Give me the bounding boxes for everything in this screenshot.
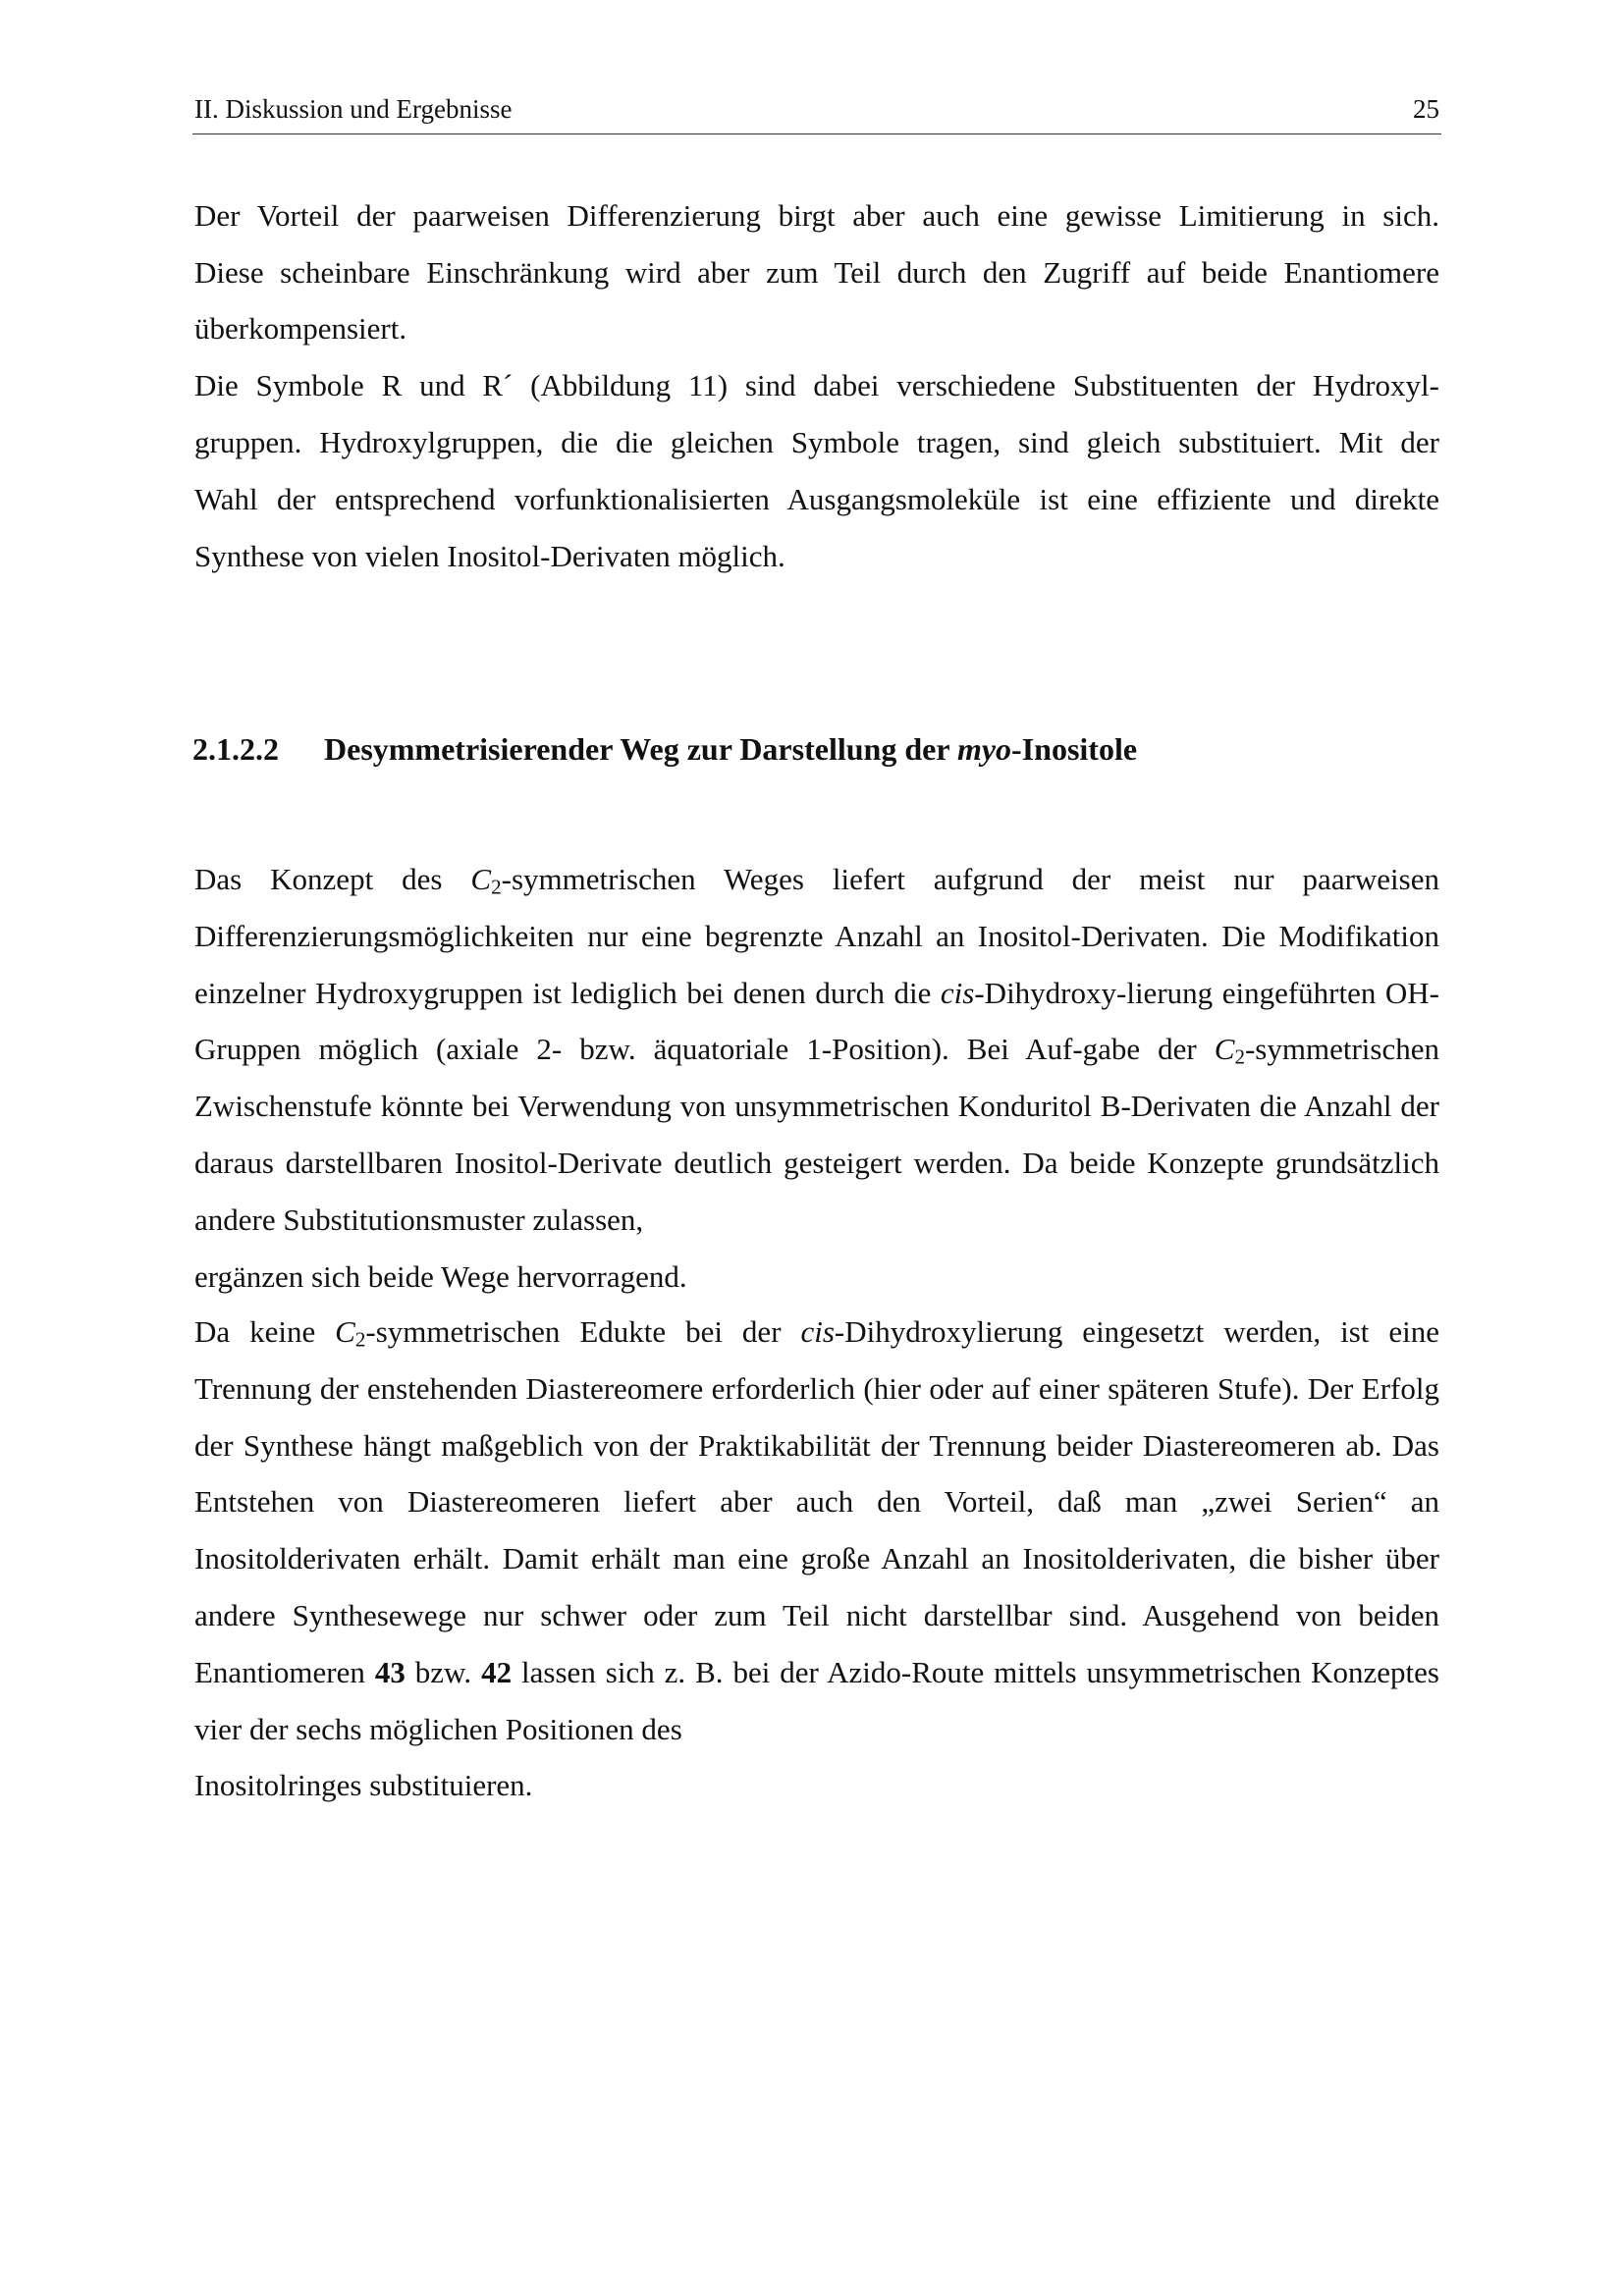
paragraph-line: Der Vorteil der paarweisen Differenzierung birgt aber auch eine gewisse Limitierung in sich. (194, 198, 1439, 233)
text-run: -symmetrischen Zwischenstufe könnte bei Verwendung von unsymmetrischen Konduritol B-Derivaten die Anzahl der daraus darstellbaren Inositol-Derivate deutlich gesteigert werden. Da beide Konzepte grundsätzlich andere Substitutionsmuster zulassen, (194, 1032, 1439, 1237)
subscript: 2 (1234, 1045, 1245, 1070)
header-chapter-title: II. Diskussion und Ergebnisse (194, 94, 513, 124)
text-run: ergänzen sich beide Wege hervorragend. (194, 1258, 687, 1294)
subscript: 2 (354, 1327, 366, 1352)
c2-symbol: C (335, 1314, 355, 1349)
paragraph-line: Synthese von vielen Inositol-Derivaten möglich. (194, 539, 785, 573)
text-run: -symmetrischen Edukte bei der (365, 1314, 801, 1349)
section-title-part: -Inositole (1011, 731, 1138, 767)
c2-symbol: C (1214, 1032, 1235, 1067)
paragraph-line: Diese scheinbare Einschränkung wird aber zum Teil durch den Zugriff auf beide Enantiomere (194, 255, 1439, 290)
subscript: 2 (491, 875, 502, 899)
text-run: -Dihydroxy-lierung eingeführten OH-Gruppen möglich (axiale 2- bzw. äquatoriale 1-Position). Bei Auf-gabe der (194, 975, 1439, 1067)
text-run: lassen sich z. B. bei der Azido-Route mittels unsymmetrischen Konzeptes vier der sechs möglichen Positionen des (194, 1654, 1439, 1746)
section-title-part: Desymmetrisierender Weg zur Darstellung der (324, 731, 957, 767)
section-title-italic: myo (956, 731, 1012, 767)
paragraph-line: gruppen. Hydroxylgruppen, die die gleichen Symbole tragen, sind gleich substituiert. Mit der (194, 425, 1439, 459)
paragraph-diastereomers (194, 1304, 1439, 1814)
text-run: -Dihydroxylierung eingesetzt werden, ist eine Trennung der enstehenden Diastereomere erforderlich (hier oder auf einer späteren Stufe). Der Erfolg der Synthese hängt maßgeblich von der Praktikabilität der Trennung beider Diastereomeren ab. Das Entstehen von Diastereomeren liefert aber auch den Vorteil, daß man „zwei Serien“ an Inositolderivaten erhält. Damit erhält man eine große Anzahl an Inositolderivaten, die bisher über andere Synthesewege nur schwer oder zum Teil nicht darstellbar sind. Ausgehend von beiden Enantiomeren (194, 1314, 1439, 1689)
running-header (192, 94, 1441, 134)
compound-number-42: 42 (481, 1654, 513, 1689)
page-number: 25 (1413, 94, 1439, 124)
compound-number-43: 43 (374, 1654, 406, 1689)
cis-term: cis (940, 975, 975, 1010)
section-heading (192, 731, 1137, 768)
section-number: 2.1.2.2 (192, 731, 279, 767)
paragraph-line: Die Symbole R und R´ (Abbildung 11) sind dabei verschiedene Substituenten der Hydroxyl- (194, 368, 1439, 402)
text-run: bzw. (405, 1654, 482, 1689)
text-run: Da keine (194, 1314, 336, 1349)
text-run: -symmetrischen Weges liefert aufgrund der meist nur paarweisen Differenzierungsmöglichkeiten nur eine begrenzte Anzahl an Inositol-Derivaten. Die Modifikation einzelner Hydroxygruppen ist lediglich bei denen durch die (194, 862, 1439, 1010)
c2-symbol: C (470, 862, 492, 896)
paragraph-line: überkompensiert. (194, 311, 407, 346)
paragraph-c2-concept (194, 851, 1439, 1305)
cis-term: cis (800, 1314, 835, 1349)
text-run: Inositolringes substituieren. (194, 1768, 533, 1803)
paragraph-line: Wahl der entsprechend vorfunktionalisierten Ausgangsmoleküle ist eine effiziente und direkte (194, 482, 1439, 516)
text-run: Das Konzept des (194, 862, 471, 896)
